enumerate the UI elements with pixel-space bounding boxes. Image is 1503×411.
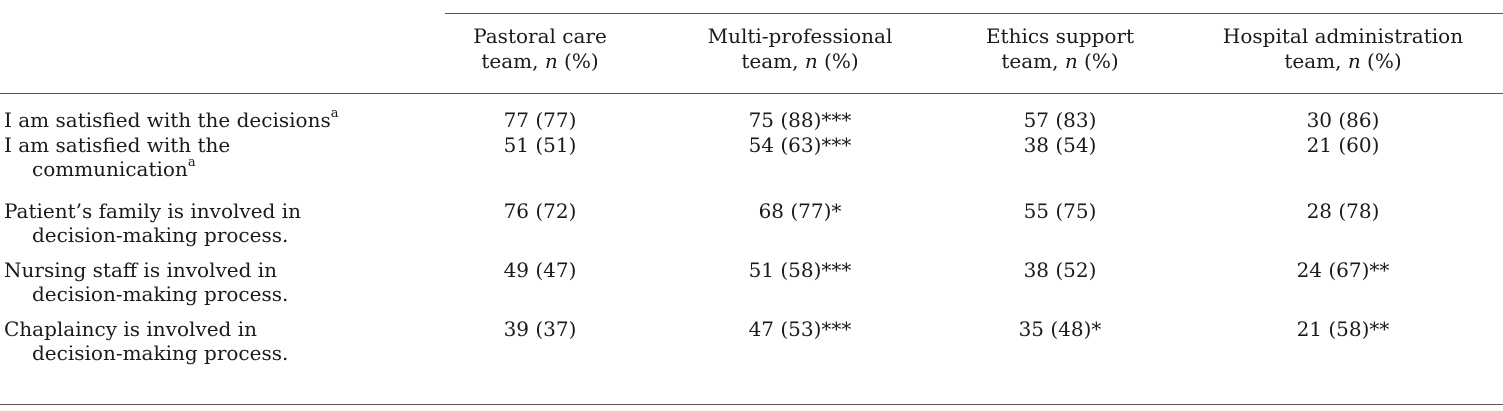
- table-cell: 49 (47): [503, 258, 577, 282]
- row-label: I am satisfied with the decisions$^a$: [4, 106, 339, 132]
- column-header-line1: Ethics support: [985, 24, 1135, 48]
- table-cell: 51 (51): [503, 133, 577, 157]
- table-cell: 24 (67)**: [1296, 258, 1390, 282]
- column-header: Hospital administration team, n (%): [1222, 24, 1464, 73]
- row-label: Patient’s family is involved in decision-making process.: [4, 199, 301, 247]
- table-bottom-rule: [0, 404, 1503, 405]
- table-cell: 77 (77): [503, 108, 577, 132]
- row-label: Nursing staff is involved in decision-making process.: [4, 258, 289, 306]
- table-cell: 51 (58)***: [748, 258, 852, 282]
- table-cell: 75 (88)***: [748, 108, 852, 132]
- table-cell: 30 (86): [1306, 108, 1380, 132]
- column-header-line1: Multi-professional: [707, 24, 893, 48]
- table-cell: 38 (54): [1023, 133, 1097, 157]
- table-cell: 47 (53)***: [748, 317, 852, 341]
- table-cell: 57 (83): [1023, 108, 1097, 132]
- header-top-rule: [445, 13, 1503, 14]
- row-label: Chaplaincy is involved in decision-making process.: [4, 317, 289, 365]
- table-cell: 39 (37): [503, 317, 577, 341]
- column-header-line1: Pastoral care: [473, 24, 607, 48]
- table-cell: 68 (77)*: [758, 199, 842, 223]
- column-header: Multi-professional team, n (%): [707, 24, 893, 73]
- table-cell: 35 (48)*: [1018, 317, 1102, 341]
- header-bottom-rule: [0, 93, 1503, 94]
- table-cell: 76 (72): [503, 199, 577, 223]
- column-header: Pastoral care team, n (%): [473, 24, 607, 73]
- table-cell: 55 (75): [1023, 199, 1097, 223]
- table-cell: 21 (60): [1306, 133, 1380, 157]
- row-label: I am satisfied with the communication$^a$: [4, 133, 231, 181]
- table-cell: 38 (52): [1023, 258, 1097, 282]
- column-header: Ethics support team, n (%): [985, 24, 1135, 73]
- table-cell: 28 (78): [1306, 199, 1380, 223]
- table-cell: 54 (63)***: [748, 133, 852, 157]
- column-header-line1: Hospital administration: [1222, 24, 1464, 48]
- table-cell: 21 (58)**: [1296, 317, 1390, 341]
